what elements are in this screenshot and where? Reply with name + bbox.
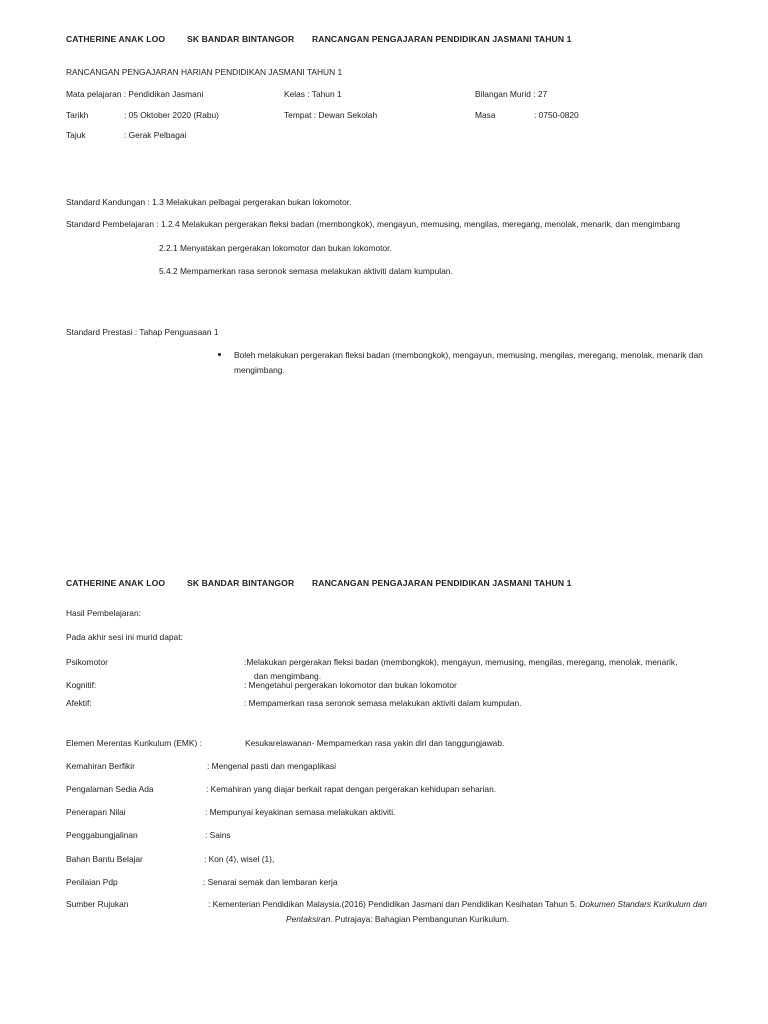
sumber-rujukan-italic2: Pentaksiran (286, 914, 331, 924)
emk-value: Kesukarelawanan- Mempamerkan rasa yakin diri dan tanggungjawab. (245, 738, 505, 748)
mata-pelajaran: Mata pelajaran : Pendidikan Jasmani (66, 89, 204, 99)
kelas: Kelas : Tahun 1 (284, 89, 342, 99)
sumber-rujukan-part2: . Putrajaya: Bahagian Pembangunan Kurikulum. (330, 914, 510, 924)
penilaian-pdp-value: : Senarai semak dan lembaran kerja (203, 877, 338, 887)
tajuk-label: Tajuk (66, 130, 86, 140)
masa-label: Masa (475, 110, 496, 120)
tarikh-value: : 05 Oktober 2020 (Rabu) (124, 110, 219, 120)
penggabungjalinan-label: Penggabungjalinan (66, 830, 138, 840)
header-title-2: RANCANGAN PENGAJARAN PENDIDIKAN JASMANI TAHUN 1 (312, 578, 572, 588)
doc-title: RANCANGAN PENGAJARAN HARIAN PENDIDIKAN JASMANI TAHUN 1 (66, 67, 343, 77)
tempat: Tempat : Dewan Sekolah (284, 110, 378, 120)
kognitif-label: Kognitif: (66, 680, 97, 690)
hasil-pembelajaran-label: Hasil Pembelajaran: (66, 608, 141, 618)
kemahiran-berfikir-label: Kemahiran Berfikir (66, 761, 135, 771)
emk-label: Elemen Merentas Kurikulum (EMK) : (66, 738, 202, 748)
header-name: CATHERINE ANAK LOO (66, 34, 166, 44)
penerapan-nilai-label: Penerapan Nilai (66, 807, 126, 817)
masa-value: : 0750-0820 (534, 110, 579, 120)
bullet-text-line1: Boleh melakukan pergerakan fleksi badan (membongkok), mengayun, memusing, mengilas, meregang, menolak, menarik dan (234, 350, 703, 360)
standard-pembelajaran-2: 2.2.1 Menyatakan pergerakan lokomotor dan bukan lokomotor. (159, 243, 392, 253)
afektif-value: : Mempamerkan rasa seronok semasa melakukan aktiviti dalam kumpulan. (244, 698, 522, 708)
standard-pembelajaran-3: 5.4.2 Mempamerkan rasa seronok semasa melakukan aktiviti dalam kumpulan. (159, 266, 453, 276)
sumber-rujukan-italic1: Dokumen Standars Kurikulum dan (579, 899, 707, 909)
penerapan-nilai-value: : Mempunyai keyakinan semasa melakukan aktiviti. (205, 807, 396, 817)
pengalaman-sedia-ada-label: Pengalaman Sedia Ada (66, 784, 154, 794)
header-school-2: SK BANDAR BINTANGOR (187, 578, 295, 588)
header-name-2: CATHERINE ANAK LOO (66, 578, 166, 588)
pada-akhir-sesi: Pada akhir sesi ini murid dapat: (66, 632, 183, 642)
bilangan-murid: Bilangan Murid : 27 (475, 89, 548, 99)
psikomotor-label: Psikomotor (66, 657, 108, 667)
standard-prestasi: Standard Prestasi : Tahap Penguasaan 1 (66, 327, 219, 337)
header-title: RANCANGAN PENGAJARAN PENDIDIKAN JASMANI TAHUN 1 (312, 34, 572, 44)
bahan-bantu-belajar-value: : Kon (4), wisel (1), (204, 854, 275, 864)
sumber-rujukan-line2 (286, 914, 509, 924)
psikomotor-value-line2: dan mengimbang. (254, 671, 322, 681)
header-school: SK BANDAR BINTANGOR (187, 34, 295, 44)
penilaian-pdp-label: Penilaian Pdp (66, 877, 118, 887)
bahan-bantu-belajar-label: Bahan Bantu Belajar (66, 854, 143, 864)
standard-pembelajaran: Standard Pembelajaran : 1.2.4 Melakukan pergerakan fleksi badan (membongkok), mengayun, memusing, mengilas, meregang, menolak, menarik, dan mengimbang (66, 219, 681, 229)
sumber-rujukan-part1: : Kementerian Pendidikan Malaysia.(2016) Pendidikan Jasmani dan Pendidikan Kesihatan Tahun 5. (208, 899, 580, 909)
penggabungjalinan-value: : Sains (205, 830, 231, 840)
standard-kandungan: Standard Kandungan : 1.3 Melakukan pelbagai pergerakan bukan lokomotor. (66, 197, 352, 207)
kemahiran-berfikir-value: : Mengenal pasti dan mengaplikasi (207, 761, 336, 771)
tajuk-value: : Gerak Pelbagai (124, 130, 187, 140)
sumber-rujukan-line1 (208, 899, 707, 909)
tarikh-label: Tarikh (66, 110, 89, 120)
bullet-text-line2: mengimbang. (234, 365, 285, 375)
sumber-rujukan-label: Sumber Rujukan (66, 899, 129, 909)
afektif-label: Afektif: (66, 698, 92, 708)
kognitif-value: : Mengetahui pergerakan lokomotor dan bukan lokomotor (244, 680, 457, 690)
pengalaman-sedia-ada-value: : Kemahiran yang diajar berkait rapat dengan pergerakan kehidupan seharian. (206, 784, 497, 794)
psikomotor-value-line1: :Melakukan pergerakan fleksi badan (membongkok), mengayun, memusing, mengilas, meregang, menolak, menarik, (244, 657, 678, 667)
bullet-icon (218, 353, 221, 356)
